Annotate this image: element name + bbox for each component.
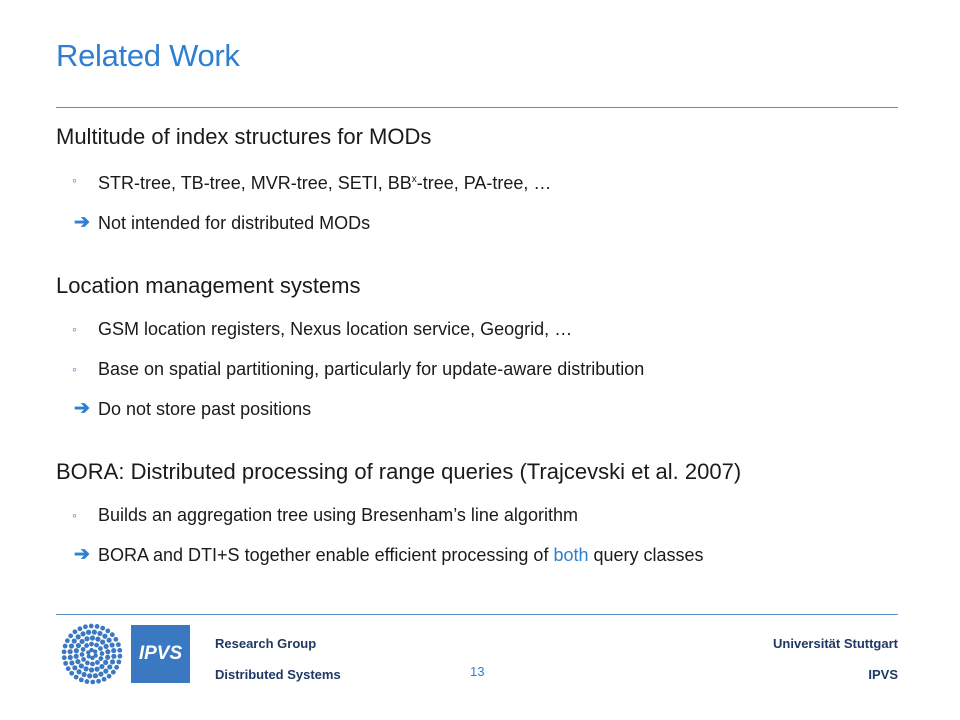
item-text: Builds an aggregation tree using Bresenham’s line algorithm	[98, 505, 578, 525]
item-text-pre: BORA and DTI+S together enable efficient processing of	[98, 545, 554, 565]
list-item	[56, 357, 936, 381]
list-item	[56, 168, 936, 195]
item-text: GSM location registers, Nexus location service, Geogrid, …	[98, 319, 573, 339]
section-heading: Location management systems	[56, 273, 361, 298]
item-text-pre: STR-tree, TB-tree, MVR-tree, SETI, BB	[98, 173, 412, 193]
item-text-accent: both	[553, 545, 589, 565]
list-item	[56, 543, 936, 567]
section-heading: Multitude of index structures for MODs	[56, 124, 432, 149]
section-index-structures	[56, 122, 936, 235]
section-heading: BORA: Distributed processing of range queries (Trajcevski et al. 2007)	[56, 459, 742, 484]
list-item	[56, 317, 936, 341]
section-location-management	[56, 271, 936, 421]
page-number: 13	[470, 664, 485, 679]
university-dot-logo-icon	[60, 622, 124, 686]
circle-bullet-icon: ◦	[72, 172, 77, 188]
slide-title: Related Work	[56, 38, 240, 73]
list-item	[56, 211, 936, 235]
arrow-right-icon: ➔	[74, 212, 90, 233]
list-item	[56, 503, 936, 527]
item-text: Base on spatial partitioning, particularly for update-aware distribution	[98, 359, 645, 379]
distributed-systems-label: Distributed Systems	[215, 667, 341, 682]
university-label: Universität Stuttgart	[773, 636, 898, 651]
list-item	[56, 397, 936, 421]
institute-label: IPVS	[868, 667, 898, 682]
arrow-right-icon: ➔	[74, 398, 90, 419]
item-text: Not intended for distributed MODs	[98, 213, 371, 233]
arrow-right-icon: ➔	[74, 544, 90, 565]
circle-bullet-icon: ◦	[72, 361, 77, 377]
item-text: Do not store past positions	[98, 399, 312, 419]
item-text-post: -tree, PA-tree, …	[416, 173, 552, 193]
item-text-post: query classes	[588, 545, 704, 565]
circle-bullet-icon: ◦	[72, 321, 77, 337]
slide-content	[56, 122, 936, 603]
circle-bullet-icon: ◦	[72, 507, 77, 523]
ipvs-logo: IPVS	[131, 625, 190, 683]
title-divider	[56, 107, 898, 108]
footer-divider	[56, 614, 898, 615]
research-group-label: Research Group	[215, 636, 317, 651]
item-superscript: x	[411, 174, 417, 185]
section-bora	[56, 457, 936, 567]
